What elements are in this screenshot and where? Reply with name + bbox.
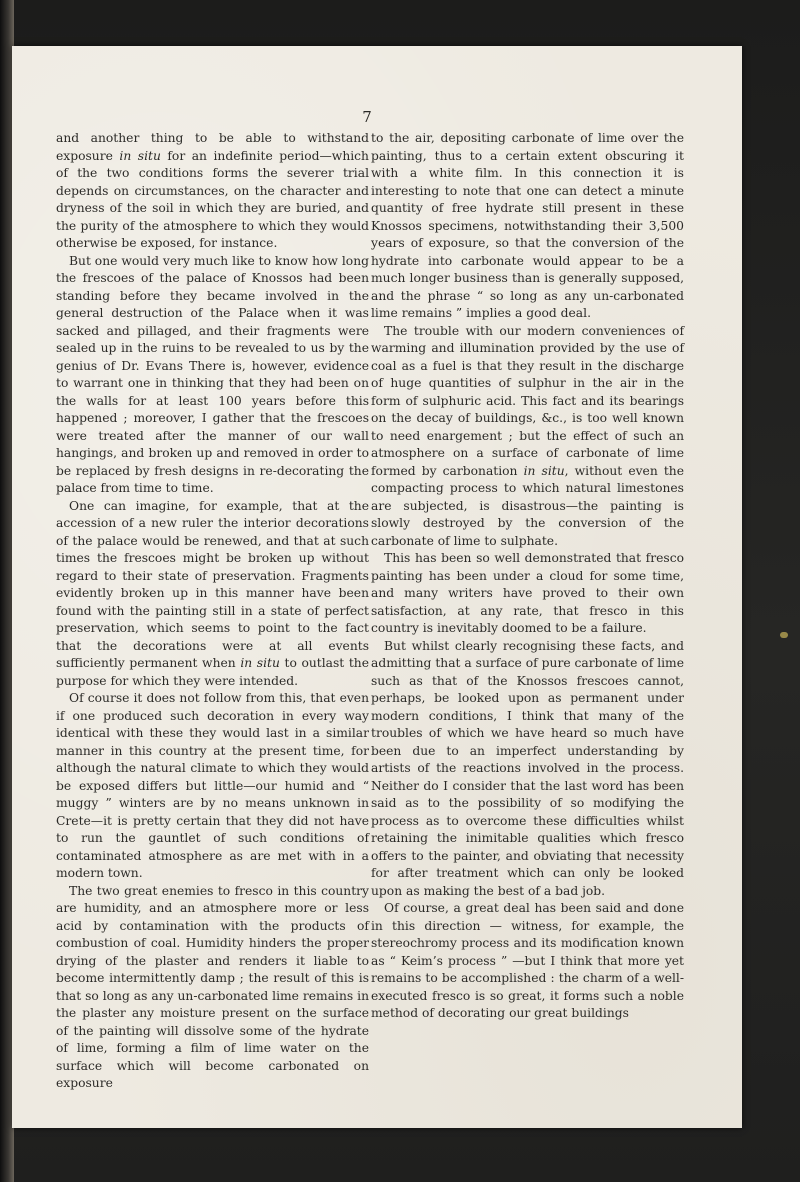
page-number: 7 [362, 108, 372, 126]
paragraph: One can imagine, for example, that at the accession of a new ruler the interior decorations of the palace would be renewed, and that at such times the frescoes might be broken up without regard to their state of preservation. Fragments evidently broken up in this manner have been found with the painting still in a state of perfect preservation, which seems to point to the fact that the decorations were at all events sufficiently permanent when in situ to outlast the purpose for which they were intended. [56, 498, 369, 688]
book-page [12, 46, 742, 1128]
paragraph: Of course it does not follow from this, that even if one produced such decoration in every way identical with these they would last in a similar manner in this country at the present time, for although the natural climate to which they would be exposed differs but little—our humid and “ muggy ” winters are by no means unknown in Crete—it is pretty certain that they did not have to run the gauntlet of such conditions of contaminated atmosphere as are met with in a modern town. [56, 691, 369, 880]
paragraph: Of course, a great deal has been said and done in this direction — witness, for example, the stereochromy process and its modification known as “ Keim’s process ” —but I think that more yet remains to be accomplished : the charm of a well-executed fresco is so great, it forms such a noble method of decorating our great buildings [371, 901, 684, 1020]
left-text-column [56, 130, 369, 1093]
paper-speck [780, 632, 788, 638]
paragraph: and another thing to be able to withstand exposure in situ for an indefinite period—which of the two conditions forms the severer trial depends on circumstances, on the character and dryness of the soil in which they are buried, and the purity of the atmosphere to which they would otherwise be exposed, for instance. [56, 131, 369, 250]
paragraph: The trouble with our modern conveniences of warming and illumination provided by the use of coal as a fuel is that they result in the discharge of huge quantities of sulphur in the air in the form of sulphuric acid. This fact and its bearings on the decay of buildings, &c., is too well known to need enargement ; but the effect of such an atmosphere on a surface of carbonate of lime formed by carbonation in situ, without even the compacting process to which natural limestones are subjected, is disastrous—the painting is slowly destroyed by the conversion of the carbonate of lime to sulphate. [371, 323, 684, 548]
paragraph: to the air, depositing carbonate of lime over the painting, thus to a certain extent obscuring it with a white film. In this connection it is interesting to note that one can detect a minute quantity of free hydrate still present in these Knossos specimens, notwithstanding their 3,500 years of exposure, so that the conversion of the hydrate into carbonate would appear to be a much longer business than is generally supposed, and the phrase “ so long as any un-carbonated lime remains ” implies a good deal. [371, 131, 684, 320]
paragraph: The two great enemies to fresco in this country are humidity, and an atmosphere more or less acid by contamination with the products of combustion of coal. Humidity hinders the proper drying of the plaster and renders it liable to become intermittently damp ; the result of this is that so long as any un-carbonated lime remains in the plaster any moisture present on the surface of the painting will dissolve some of the hydrate of lime, forming a film of lime water on the surface which will become carbonated on exposure [56, 883, 369, 1090]
paragraph: This has been so well demonstrated that fresco painting has been under a cloud for some time, and many writers have proved to their own satisfaction, at any rate, that fresco in this country is inevitably doomed to be a failure. [371, 551, 684, 635]
right-text-column [371, 130, 684, 1023]
paragraph: But whilst clearly recognising these facts, and admitting that a surface of pure carbonate of lime such as that of the Knossos frescoes cannot, perhaps, be looked upon as permanent under modern conditions, I think that many of the troubles of which we have heard so much have been due to an imperfect understanding by artists of the reactions involved in the process. Neither do I consider that the last word has been said as to the possibility of so modifying the process as to overcome these difficulties whilst retaining the inimitable qualities which fresco offers to the painter, and obviating that necessity for after treatment which can only be looked upon as making the best of a bad job. [371, 638, 684, 898]
paragraph: But one would very much like to know how long the frescoes of the palace of Knossos had been standing before they became involved in the general destruction of the Palace when it was sacked and pillaged, and their fragments were sealed up in the ruins to be revealed to us by the genius of Dr. Evans There is, however, evidence to warrant one in thinking that they had been on the walls for at least 100 years before this happened ; moreover, I gather that the frescoes were treated after the manner of our wall hangings, and broken up and removed in order to be replaced by fresh designs in re-decorating the palace from time to time. [56, 253, 369, 495]
